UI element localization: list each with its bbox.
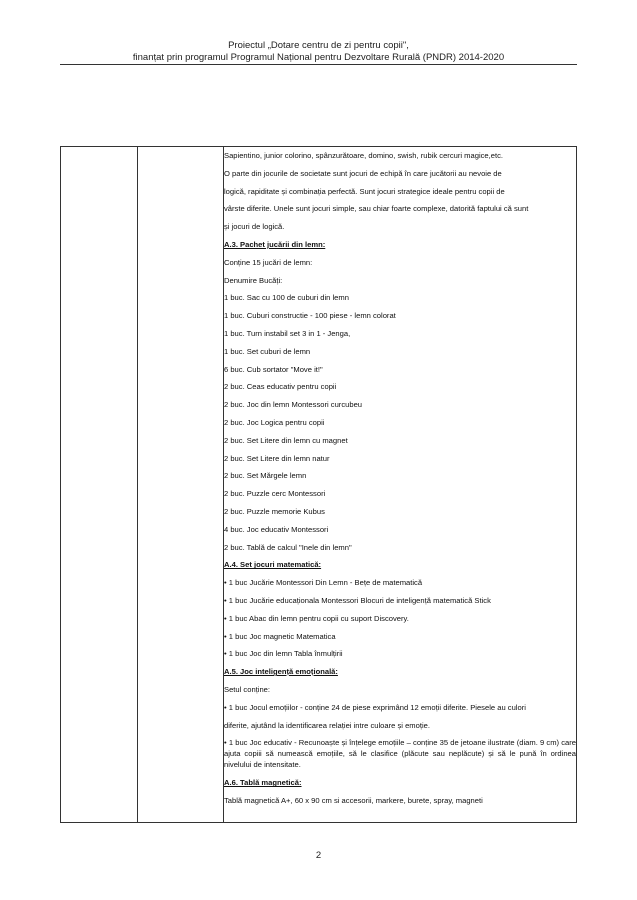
list-item: 2 buc. Puzzle memorie Kubus bbox=[224, 506, 325, 516]
list-item: • 1 buc Joc din lemn Tabla înmulțirii bbox=[224, 649, 343, 659]
list-item: Conține 15 jucări de lemn: bbox=[224, 257, 313, 267]
list-item: 2 buc. Ceas educativ pentru copii bbox=[224, 382, 337, 392]
paragraph-line: Tablă magnetică A+, 60 x 90 cm si accesorii, markere, burete, spray, magneti bbox=[224, 796, 483, 806]
intro-line: vârste diferite. Unele sunt jocuri simple, sau chiar foarte complexe, datorită faptului că sunt bbox=[224, 204, 529, 214]
list-item: 2 buc. Set Mărgele lemn bbox=[224, 471, 307, 481]
header-project-title: Proiectul „Dotare centru de zi pentru copii", bbox=[228, 40, 409, 51]
header-funding-line: finanțat prin programul Programul Național pentru Dezvoltare Rurală (PNDR) 2014-2020 bbox=[132, 52, 505, 63]
header-divider bbox=[60, 64, 577, 65]
intro-line: O parte din jocurile de societate sunt jocuri de echipă în care jucătorii au nevoie de bbox=[224, 168, 502, 178]
list-item: • 1 buc Jucărie educaționala Montessori Blocuri de inteligență matematică Stick bbox=[224, 595, 491, 605]
paragraph-emotions-game: • 1 buc Joc educativ - Recunoaște și înțelege emoțiile – conține 35 de jetoane ilustrate (diam. 9 cm) care ajuta copiii să numească emoțiile, să le clasifice (plăcute sau neplăcute) și să le pună în ordinea nivelului de intensitate. bbox=[224, 738, 576, 770]
list-item: • 1 buc Abac din lemn pentru copii cu suport Discovery. bbox=[224, 613, 409, 623]
section-heading-a3: A.3. Pachet jucării din lemn: bbox=[224, 239, 326, 249]
content-table bbox=[60, 146, 577, 823]
intro-line: logică, rapiditate și combinația perfectă. Sunt jocuri strategice ideale pentru copii de bbox=[224, 186, 505, 196]
list-item: 1 buc. Set cuburi de lemn bbox=[224, 346, 311, 356]
table-row bbox=[61, 147, 577, 823]
list-item: 2 buc. Puzzle cerc Montessori bbox=[224, 489, 326, 499]
list-item: 4 buc. Joc educativ Montessori bbox=[224, 524, 329, 534]
page-header bbox=[60, 40, 577, 64]
intro-line: Sapientino, junior colorino, spânzurătoare, domino, swish, rubik cercuri magice,etc. bbox=[224, 151, 503, 160]
intro-line: și jocuri de logică. bbox=[224, 222, 285, 232]
table-cell-empty-2 bbox=[138, 147, 224, 823]
section-heading-a6: A.6. Tablă magnetică: bbox=[224, 778, 302, 788]
list-item: 2 buc. Set Litere din lemn natur bbox=[224, 453, 330, 463]
page-number: 2 bbox=[315, 850, 322, 861]
paragraph-line: diferite, ajutând la identificarea relației intre culoare și emoție. bbox=[224, 720, 430, 730]
list-item: 2 buc. Tablă de calcul "Inele din lemn" bbox=[224, 542, 352, 552]
section-heading-a4: A.4. Set jocuri matematică: bbox=[224, 560, 322, 570]
list-item: 1 buc. Turn instabil set 3 in 1 - Jenga, bbox=[224, 328, 351, 338]
list-item: 2 buc. Joc din lemn Montessori curcubeu bbox=[224, 400, 363, 410]
paragraph-line: Setul conține: bbox=[224, 684, 271, 694]
table-cell-empty-1 bbox=[61, 147, 138, 823]
list-item: 1 buc. Sac cu 100 de cuburi din lemn bbox=[224, 293, 349, 303]
table-cell-description bbox=[224, 147, 577, 823]
list-item: • 1 buc Jucărie Montessori Din Lemn - Bețe de matematică bbox=[224, 578, 423, 588]
list-item: • 1 buc Joc magnetic Matematica bbox=[224, 631, 336, 641]
list-item: Denumire Bucăți: bbox=[224, 275, 283, 285]
list-item: 2 buc. Set Litere din lemn cu magnet bbox=[224, 435, 348, 445]
list-item: 6 buc. Cub sortator "Move it!" bbox=[224, 364, 323, 374]
list-item: 1 buc. Cuburi constructie - 100 piese - lemn colorat bbox=[224, 311, 396, 321]
list-item: 2 buc. Joc Logica pentru copii bbox=[224, 417, 325, 427]
paragraph-line: • 1 buc Jocul emoțiilor - conține 24 de piese exprimând 12 emoții diferite. Piesele au culori bbox=[224, 702, 526, 712]
section-heading-a5: A.5. Joc inteligență emoțională: bbox=[224, 667, 338, 677]
